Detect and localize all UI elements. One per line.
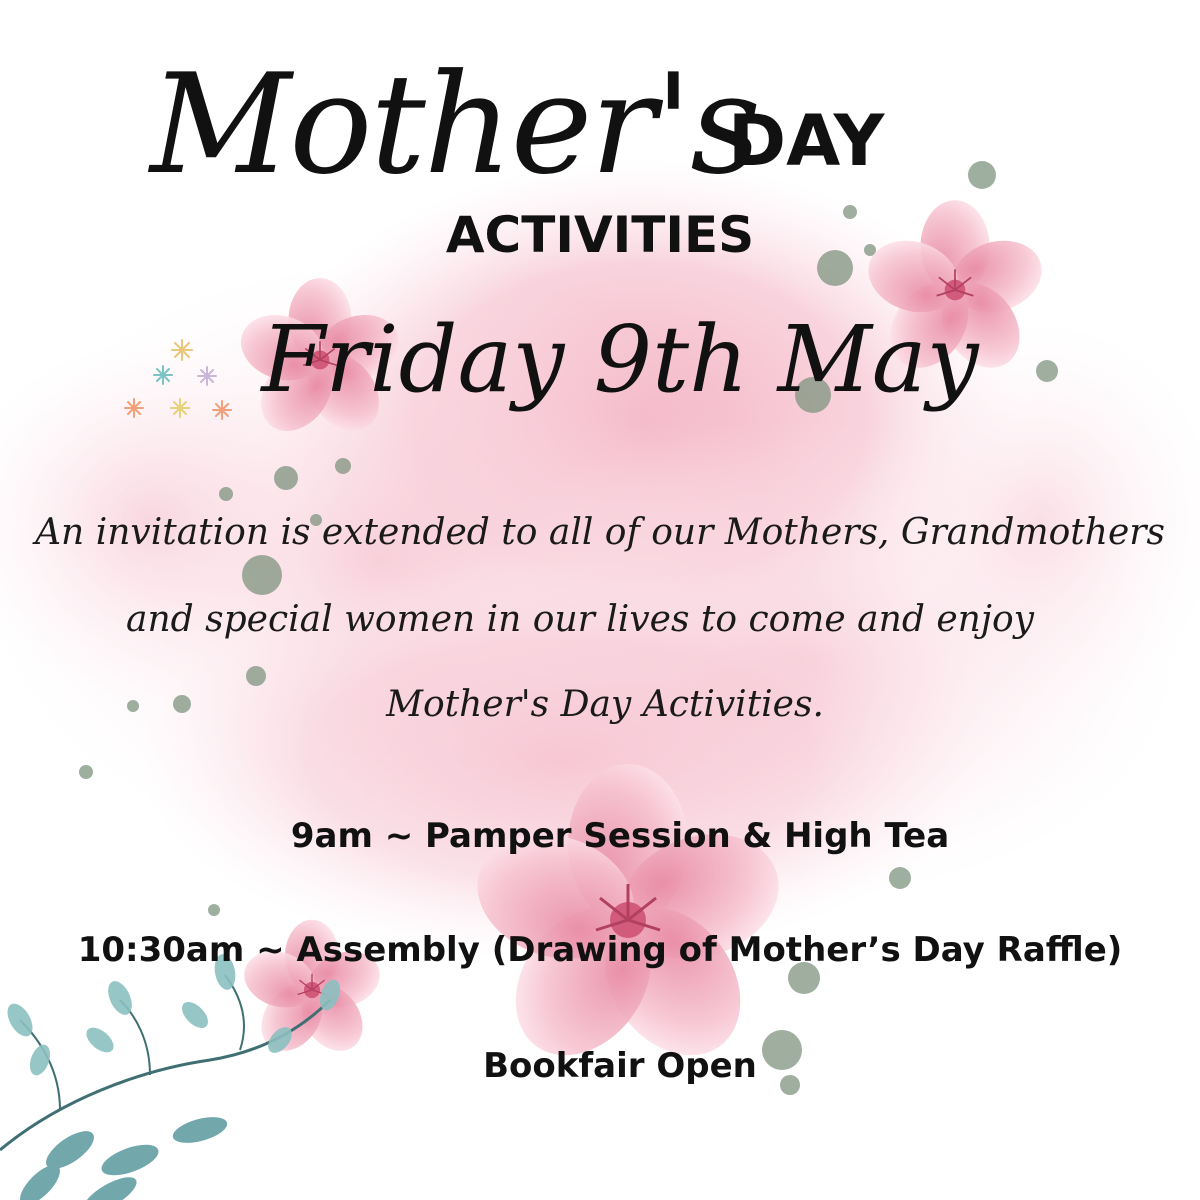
schedule-item: Bookfair Open (483, 1046, 757, 1086)
invitation-line-2: and special women in our lives to come and enjoy (126, 599, 1034, 640)
schedule-item: 10:30am ~ Assembly (Drawing of Mother’s Day Raffle) (77, 930, 1123, 970)
invitation-line-1: An invitation is extended to all of our Mothers, Grandmothers (35, 512, 1165, 553)
title (0, 40, 1200, 210)
invitation-line-3: Mother's Day Activities. (386, 684, 824, 725)
title-day: DAY (728, 100, 885, 182)
event-date: Friday 9th May (261, 306, 979, 413)
subtitle: ACTIVITIES (445, 206, 755, 264)
title-script: Mother's (150, 44, 760, 205)
schedule-item: 9am ~ Pamper Session & High Tea (290, 816, 950, 856)
